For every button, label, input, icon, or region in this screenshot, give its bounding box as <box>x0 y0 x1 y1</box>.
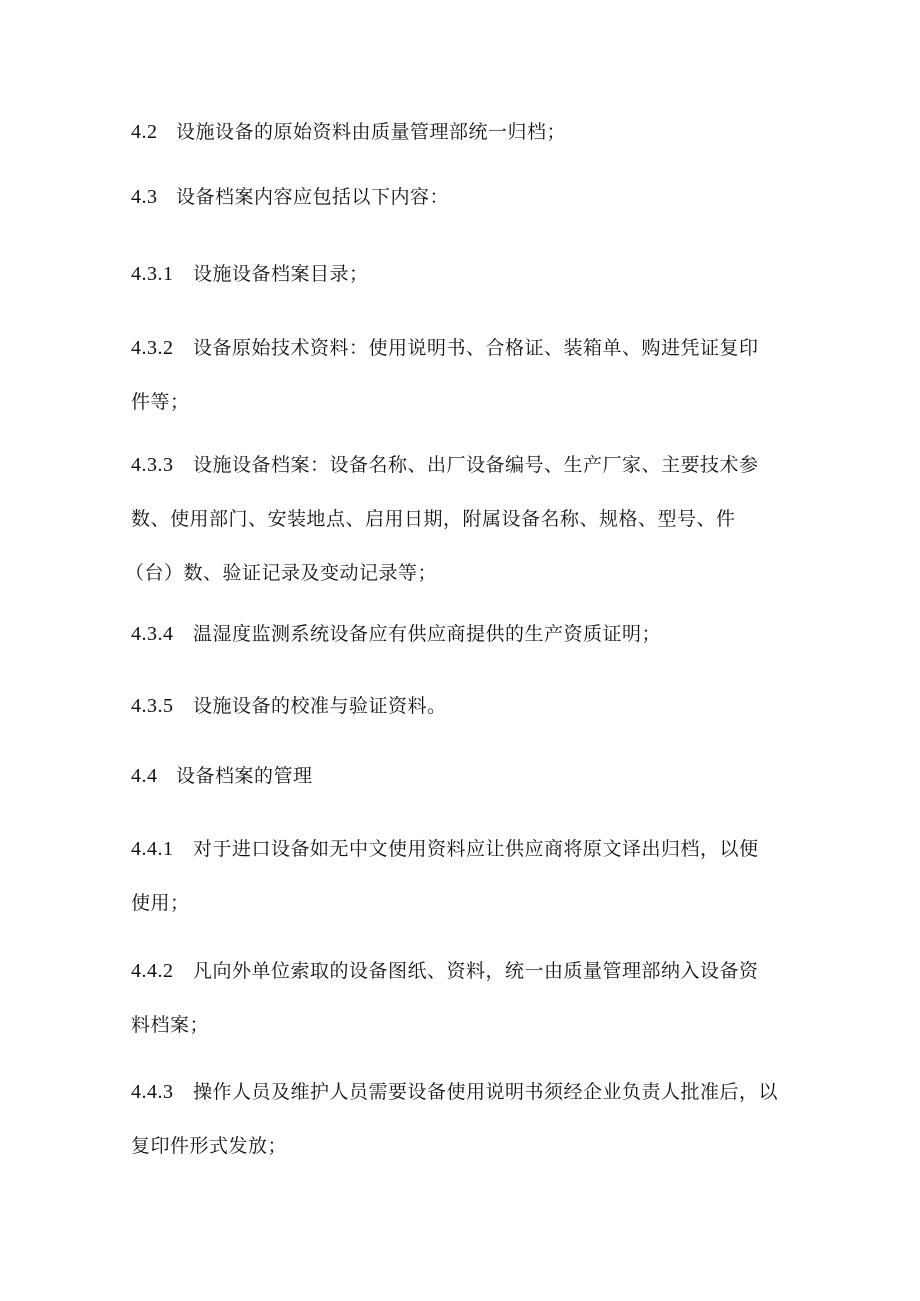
clause-number: 4.3.5 <box>131 695 174 717</box>
clause-4-4 <box>131 749 791 803</box>
text-line <box>131 822 791 876</box>
text-line: 复印件形式发放； <box>131 1135 288 1157</box>
clause-number: 4.3.1 <box>131 263 174 285</box>
text-line: 料档案； <box>131 1014 210 1036</box>
clause-number: 4.3.3 <box>131 454 174 476</box>
text-line <box>131 247 791 301</box>
clause-text: 对于进口设备如无中文使用资料应让供应商将原文译出归档，以便 <box>193 838 759 860</box>
clause-4-3 <box>131 170 791 224</box>
text-line: （台）数、验证记录及变动记录等； <box>125 562 438 584</box>
text-line <box>131 321 791 375</box>
clause-number: 4.3 <box>131 186 158 208</box>
text-line <box>131 679 791 733</box>
clause-number: 4.4.2 <box>131 960 174 982</box>
clause-4-4-1 <box>131 822 791 930</box>
text-line <box>131 607 791 661</box>
clause-text: 设备档案的管理 <box>176 765 313 787</box>
clause-number: 4.3.4 <box>131 623 174 645</box>
clause-text: 设备档案内容应包括以下内容： <box>176 186 450 208</box>
clause-number: 4.4 <box>131 765 158 787</box>
clause-4-2 <box>131 105 791 159</box>
clause-4-3-3 <box>125 438 791 600</box>
text-line <box>131 438 791 492</box>
clause-text: 设施设备的原始资料由质量管理部统一归档； <box>176 121 567 143</box>
clause-text: 设施设备档案目录； <box>193 263 369 285</box>
clause-text: 操作人员及维护人员需要设备使用说明书须经企业负责人批准后，以 <box>193 1081 779 1103</box>
clause-4-3-5 <box>131 679 791 733</box>
text-line: 使用； <box>131 892 190 914</box>
clause-4-3-1 <box>131 247 791 301</box>
clause-number: 4.2 <box>131 121 158 143</box>
clause-number: 4.3.2 <box>131 337 174 359</box>
text-line <box>131 749 791 803</box>
clause-text: 设施设备档案：设备名称、出厂设备编号、生产厂家、主要技术参 <box>193 454 759 476</box>
clause-text: 温湿度监测系统设备应有供应商提供的生产资质证明； <box>193 623 662 645</box>
text-line <box>131 944 791 998</box>
clause-text: 凡向外单位索取的设备图纸、资料，统一由质量管理部纳入设备资 <box>193 960 759 982</box>
clause-number: 4.4.3 <box>131 1081 174 1103</box>
text-line: 件等； <box>131 391 190 413</box>
text-line: 数、使用部门、安装地点、启用日期，附属设备名称、规格、型号、件 <box>131 508 736 530</box>
clause-4-3-2 <box>131 321 791 429</box>
clause-number: 4.4.1 <box>131 838 174 860</box>
text-line <box>131 1065 791 1119</box>
text-line <box>131 105 791 159</box>
clause-4-4-3 <box>131 1065 791 1173</box>
text-line <box>131 170 791 224</box>
clause-4-4-2 <box>131 944 791 1052</box>
clause-4-3-4 <box>131 607 791 661</box>
clause-text: 设备原始技术资料：使用说明书、合格证、装箱单、购进凭证复印 <box>193 337 759 359</box>
clause-text: 设施设备的校准与验证资料。 <box>193 695 447 717</box>
